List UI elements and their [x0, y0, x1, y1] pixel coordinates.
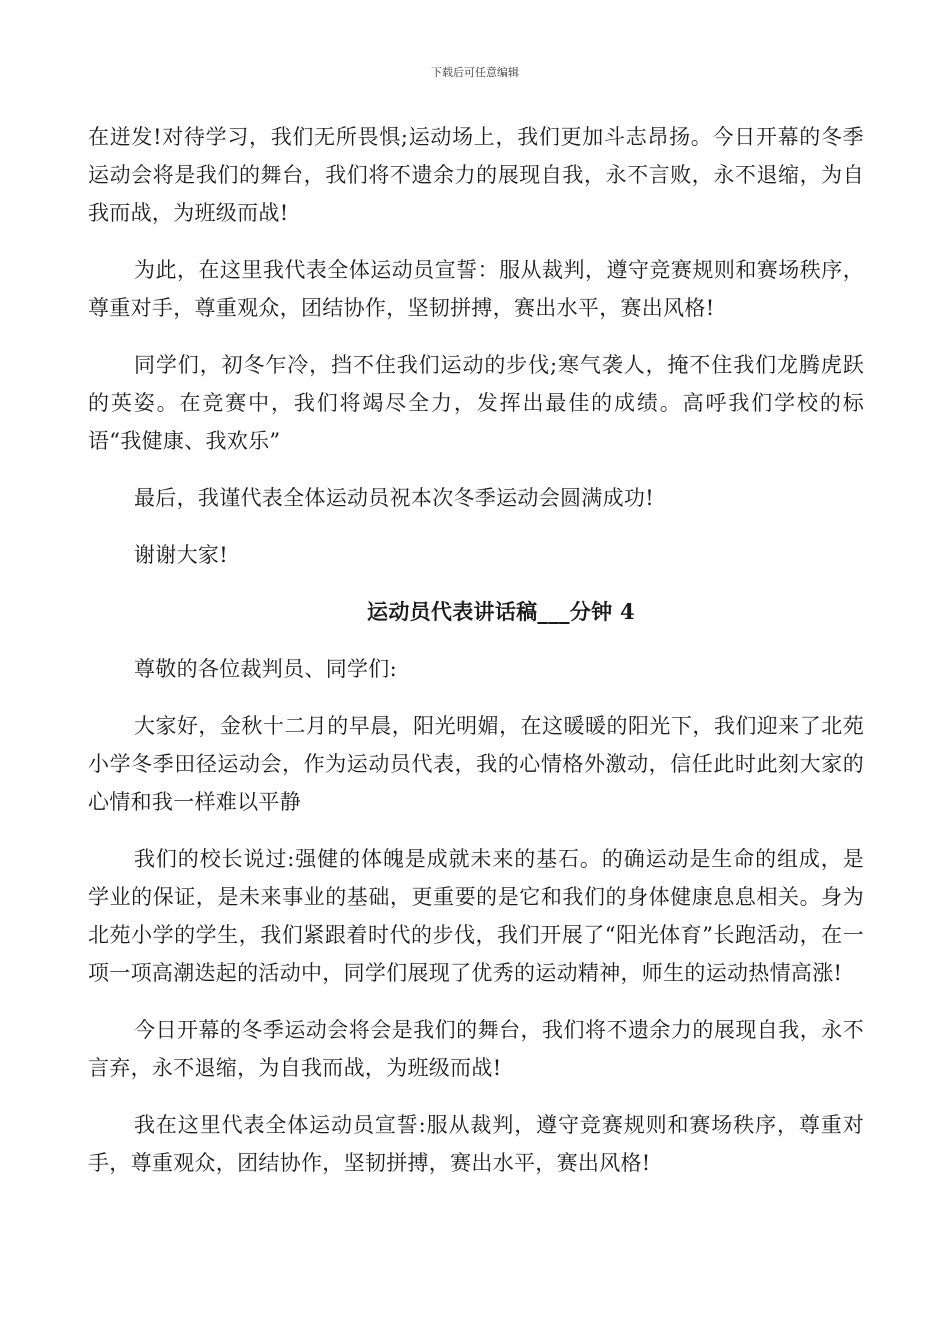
- page-header-note: 下载后可任意编辑: [431, 66, 519, 79]
- document-body: [88, 118, 864, 1201]
- paragraph-salutation: 尊敬的各位裁判员、同学们:: [134, 657, 397, 681]
- paragraph-oath-2: 我在这里代表全体运动员宣誓:服从裁判，遵守竞赛规则和赛场秩序，尊重对手，尊重观众，团结协作，坚韧拼搏，赛出水平，赛出风格!: [88, 1113, 864, 1175]
- section-title: 运动员代表讲话稿___分钟 4: [367, 599, 635, 624]
- paragraph-classmates: 同学们，初冬乍冷，挡不住我们运动的步伐;寒气袭人，掩不住我们龙腾虎跃的英姿。在竞赛中，我们将竭尽全力，发挥出最佳的成绩。高呼我们学校的标语“我健康、我欢乐”: [88, 353, 864, 453]
- paragraph-closing-wish: 最后，我谨代表全体运动员祝本次冬季运动会圆满成功!: [134, 486, 654, 510]
- paragraph-oath: 为此，在这里我代表全体运动员宣誓：服从裁判，遵守竞赛规则和赛场秩序，尊重对手，尊重观众，团结协作，坚韧拼搏，赛出水平，赛出风格!: [88, 258, 864, 320]
- paragraph-principal-quote: 我们的校长说过:强健的体魄是成就未来的基石。的确运动是生命的组成，是学业的保证，是未来事业的基础，更重要的是它和我们的身体健康息息相关。身为北苑小学的学生，我们紧跟着时代的步伐，我们开展了“阳光体育”长跑活动，在一项一项高潮迭起的活动中，同学们展现了优秀的运动精神，师生的运动热情高涨!: [88, 847, 864, 985]
- paragraph-greeting: 大家好，金秋十二月的早晨，阳光明媚，在这暖暖的阳光下，我们迎来了北苑小学冬季田径运动会，作为运动员代表，我的心情格外激动，信任此时此刻大家的心情和我一样难以平静: [88, 714, 864, 814]
- paragraph-continuation: 在迸发!对待学习，我们无所畏惧;运动场上，我们更加斗志昂扬。今日开幕的冬季运动会将是我们的舞台，我们将不遗余力的展现自我，永不言败，永不退缩，为自我而战，为班级而战!: [88, 125, 864, 225]
- paragraph-thanks: 谢谢大家!: [134, 543, 228, 567]
- paragraph-stage: 今日开幕的冬季运动会将会是我们的舞台，我们将不遗余力的展现自我，永不言弃，永不退缩，为自我而战，为班级而战!: [88, 1018, 864, 1080]
